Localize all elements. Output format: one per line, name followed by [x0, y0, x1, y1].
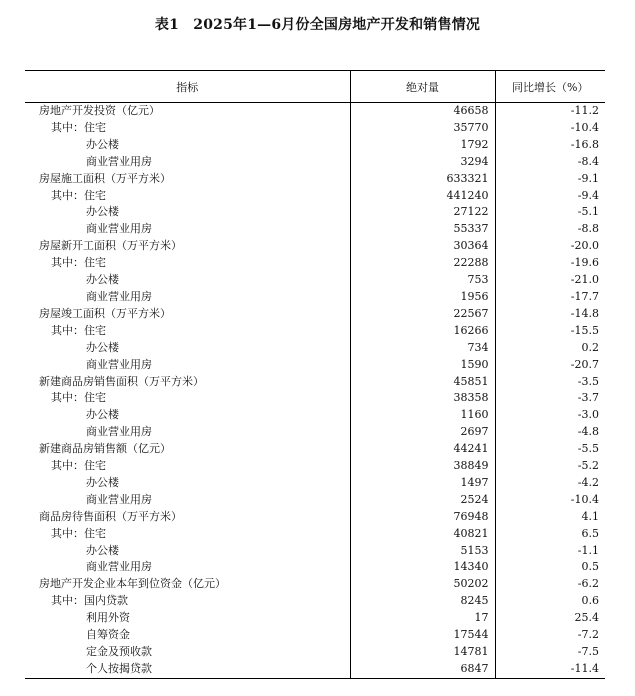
row-indicator: 房地产开发企业本年到位资金（亿元） [39, 577, 226, 591]
row-indicator: 个人按揭贷款 [25, 661, 350, 678]
row-absolute-value: 46658 [350, 103, 495, 120]
row-indicator: 其中：住宅 [51, 391, 106, 405]
row-yoy-growth: 4.1 [495, 509, 605, 526]
row-absolute-value: 17 [350, 610, 495, 627]
table-row [25, 272, 605, 289]
table-row [25, 610, 605, 627]
row-indicator: 商品房待售面积（万平方米） [39, 509, 182, 523]
row-absolute-value: 633321 [350, 171, 495, 188]
row-indicator: 其中：住宅 [51, 256, 106, 270]
row-indicator: 自筹资金 [86, 628, 130, 642]
table-row [25, 120, 605, 137]
row-absolute-value: 50202 [350, 576, 495, 593]
row-absolute-value: 22288 [350, 255, 495, 272]
header-yoy-growth: 同比增长（%） [495, 71, 605, 103]
row-absolute-value: 45851 [350, 374, 495, 391]
row-indicator: 商业营业用房 [86, 289, 152, 303]
table-row [25, 627, 605, 644]
table-row [25, 576, 605, 593]
row-yoy-growth: 6.5 [495, 526, 605, 543]
row-indicator: 办公楼 [86, 475, 119, 489]
row-absolute-value: 1497 [350, 475, 495, 492]
table-row [25, 509, 605, 526]
table-row [25, 137, 605, 154]
row-indicator: 办公楼 [86, 408, 119, 422]
table-row [25, 238, 605, 255]
row-yoy-growth: -9.1 [495, 171, 605, 188]
row-indicator: 商业营业用房 [86, 357, 152, 371]
row-absolute-value: 1590 [350, 357, 495, 374]
row-absolute-value: 3294 [350, 154, 495, 171]
table-row [25, 188, 605, 205]
row-indicator: 房屋施工面积（万平方米） [39, 171, 171, 185]
table-row [25, 543, 605, 560]
row-yoy-growth: -10.4 [495, 492, 605, 509]
row-absolute-value: 35770 [350, 120, 495, 137]
row-indicator: 办公楼 [86, 137, 119, 151]
row-yoy-growth: -3.0 [495, 407, 605, 424]
row-yoy-growth: -19.6 [495, 255, 605, 272]
table-row [25, 407, 605, 424]
row-yoy-growth: -3.7 [495, 390, 605, 407]
row-absolute-value: 5153 [350, 543, 495, 560]
row-indicator: 新建商品房销售额（亿元） [39, 442, 171, 456]
table-body [25, 103, 605, 679]
row-indicator: 其中：国内贷款 [51, 594, 128, 608]
row-indicator: 其中：住宅 [51, 188, 106, 202]
table-row [25, 357, 605, 374]
row-indicator: 房屋新开工面积（万平方米） [39, 239, 182, 253]
row-yoy-growth: -4.2 [495, 475, 605, 492]
row-yoy-growth: -20.7 [495, 357, 605, 374]
row-absolute-value: 27122 [350, 204, 495, 221]
row-indicator: 房屋竣工面积（万平方米） [39, 306, 171, 320]
table-row [25, 289, 605, 306]
row-indicator: 商业营业用房 [86, 492, 152, 506]
row-absolute-value: 1956 [350, 289, 495, 306]
table-row [25, 323, 605, 340]
row-absolute-value: 30364 [350, 238, 495, 255]
row-yoy-growth: -8.8 [495, 221, 605, 238]
row-absolute-value: 2524 [350, 492, 495, 509]
row-yoy-growth: -5.1 [495, 204, 605, 221]
row-absolute-value: 76948 [350, 509, 495, 526]
table-title: 表1 2025年1—6月份全国房地产开发和销售情况 [154, 17, 481, 33]
row-indicator: 商业营业用房 [86, 560, 152, 574]
row-absolute-value: 2697 [350, 424, 495, 441]
row-yoy-growth: -21.0 [495, 272, 605, 289]
table-row [25, 374, 605, 391]
row-absolute-value: 55337 [350, 221, 495, 238]
row-indicator: 其中：住宅 [51, 526, 106, 540]
row-yoy-growth: 0.2 [495, 340, 605, 357]
row-yoy-growth: -10.4 [495, 120, 605, 137]
row-yoy-growth: -7.2 [495, 627, 605, 644]
row-indicator: 办公楼 [86, 543, 119, 557]
row-yoy-growth: -11.2 [495, 103, 605, 120]
row-yoy-growth: -15.5 [495, 323, 605, 340]
row-absolute-value: 38849 [350, 458, 495, 475]
table-row [25, 458, 605, 475]
table-row [25, 424, 605, 441]
table-row [25, 559, 605, 576]
table-row [25, 103, 605, 120]
table-row [25, 661, 605, 678]
row-absolute-value: 734 [350, 340, 495, 357]
row-absolute-value: 14340 [350, 559, 495, 576]
row-indicator: 房地产开发投资（亿元） [39, 104, 160, 117]
header-absolute-value: 绝对量 [350, 71, 495, 103]
row-absolute-value: 753 [350, 272, 495, 289]
row-absolute-value: 22567 [350, 306, 495, 323]
row-yoy-growth: -9.4 [495, 188, 605, 205]
row-indicator: 办公楼 [86, 205, 119, 219]
row-yoy-growth: 0.5 [495, 559, 605, 576]
table-row [25, 154, 605, 171]
row-yoy-growth: 25.4 [495, 610, 605, 627]
row-indicator: 新建商品房销售面积（万平方米） [39, 374, 204, 388]
row-yoy-growth: 0.6 [495, 593, 605, 610]
table-row [25, 306, 605, 323]
row-yoy-growth: -14.8 [495, 306, 605, 323]
table-row [25, 255, 605, 272]
table-row [25, 644, 605, 661]
row-yoy-growth: -4.8 [495, 424, 605, 441]
row-absolute-value: 1160 [350, 407, 495, 424]
table-row [25, 204, 605, 221]
row-yoy-growth: -1.1 [495, 543, 605, 560]
row-yoy-growth: -6.2 [495, 576, 605, 593]
row-absolute-value: 1792 [350, 137, 495, 154]
row-indicator: 其中：住宅 [51, 323, 106, 337]
table-row [25, 390, 605, 407]
header-indicator: 指标 [176, 80, 199, 94]
row-indicator: 利用外资 [86, 611, 130, 625]
row-absolute-value: 14781 [350, 644, 495, 661]
row-absolute-value: 441240 [350, 188, 495, 205]
table-header [25, 71, 605, 103]
row-indicator: 办公楼 [86, 273, 119, 287]
table-row [25, 441, 605, 458]
table-row [25, 340, 605, 357]
row-yoy-growth: -11.4 [495, 661, 605, 678]
row-indicator: 其中：住宅 [51, 459, 106, 473]
table-row [25, 171, 605, 188]
table-row [25, 593, 605, 610]
row-absolute-value: 8245 [350, 593, 495, 610]
row-yoy-growth: -7.5 [495, 644, 605, 661]
row-yoy-growth: -3.5 [495, 374, 605, 391]
data-table [25, 70, 605, 679]
row-yoy-growth: -5.2 [495, 458, 605, 475]
row-absolute-value: 17544 [350, 627, 495, 644]
row-indicator: 商业营业用房 [86, 154, 152, 168]
row-indicator: 其中：住宅 [51, 120, 106, 134]
row-absolute-value: 6847 [350, 661, 495, 678]
table-row [25, 475, 605, 492]
row-yoy-growth: -20.0 [495, 238, 605, 255]
row-yoy-growth: -16.8 [495, 137, 605, 154]
table-row [25, 526, 605, 543]
row-yoy-growth: -17.7 [495, 289, 605, 306]
header-row [25, 71, 605, 103]
row-absolute-value: 44241 [350, 441, 495, 458]
row-indicator: 商业营业用房 [86, 222, 152, 236]
row-yoy-growth: -5.5 [495, 441, 605, 458]
row-absolute-value: 38358 [350, 390, 495, 407]
table-row [25, 492, 605, 509]
row-absolute-value: 40821 [350, 526, 495, 543]
row-indicator: 定金及预收款 [86, 645, 152, 658]
row-absolute-value: 16266 [350, 323, 495, 340]
row-indicator: 商业营业用房 [86, 425, 152, 439]
row-yoy-growth: -8.4 [495, 154, 605, 171]
row-indicator: 办公楼 [86, 340, 119, 354]
table-row [25, 221, 605, 238]
